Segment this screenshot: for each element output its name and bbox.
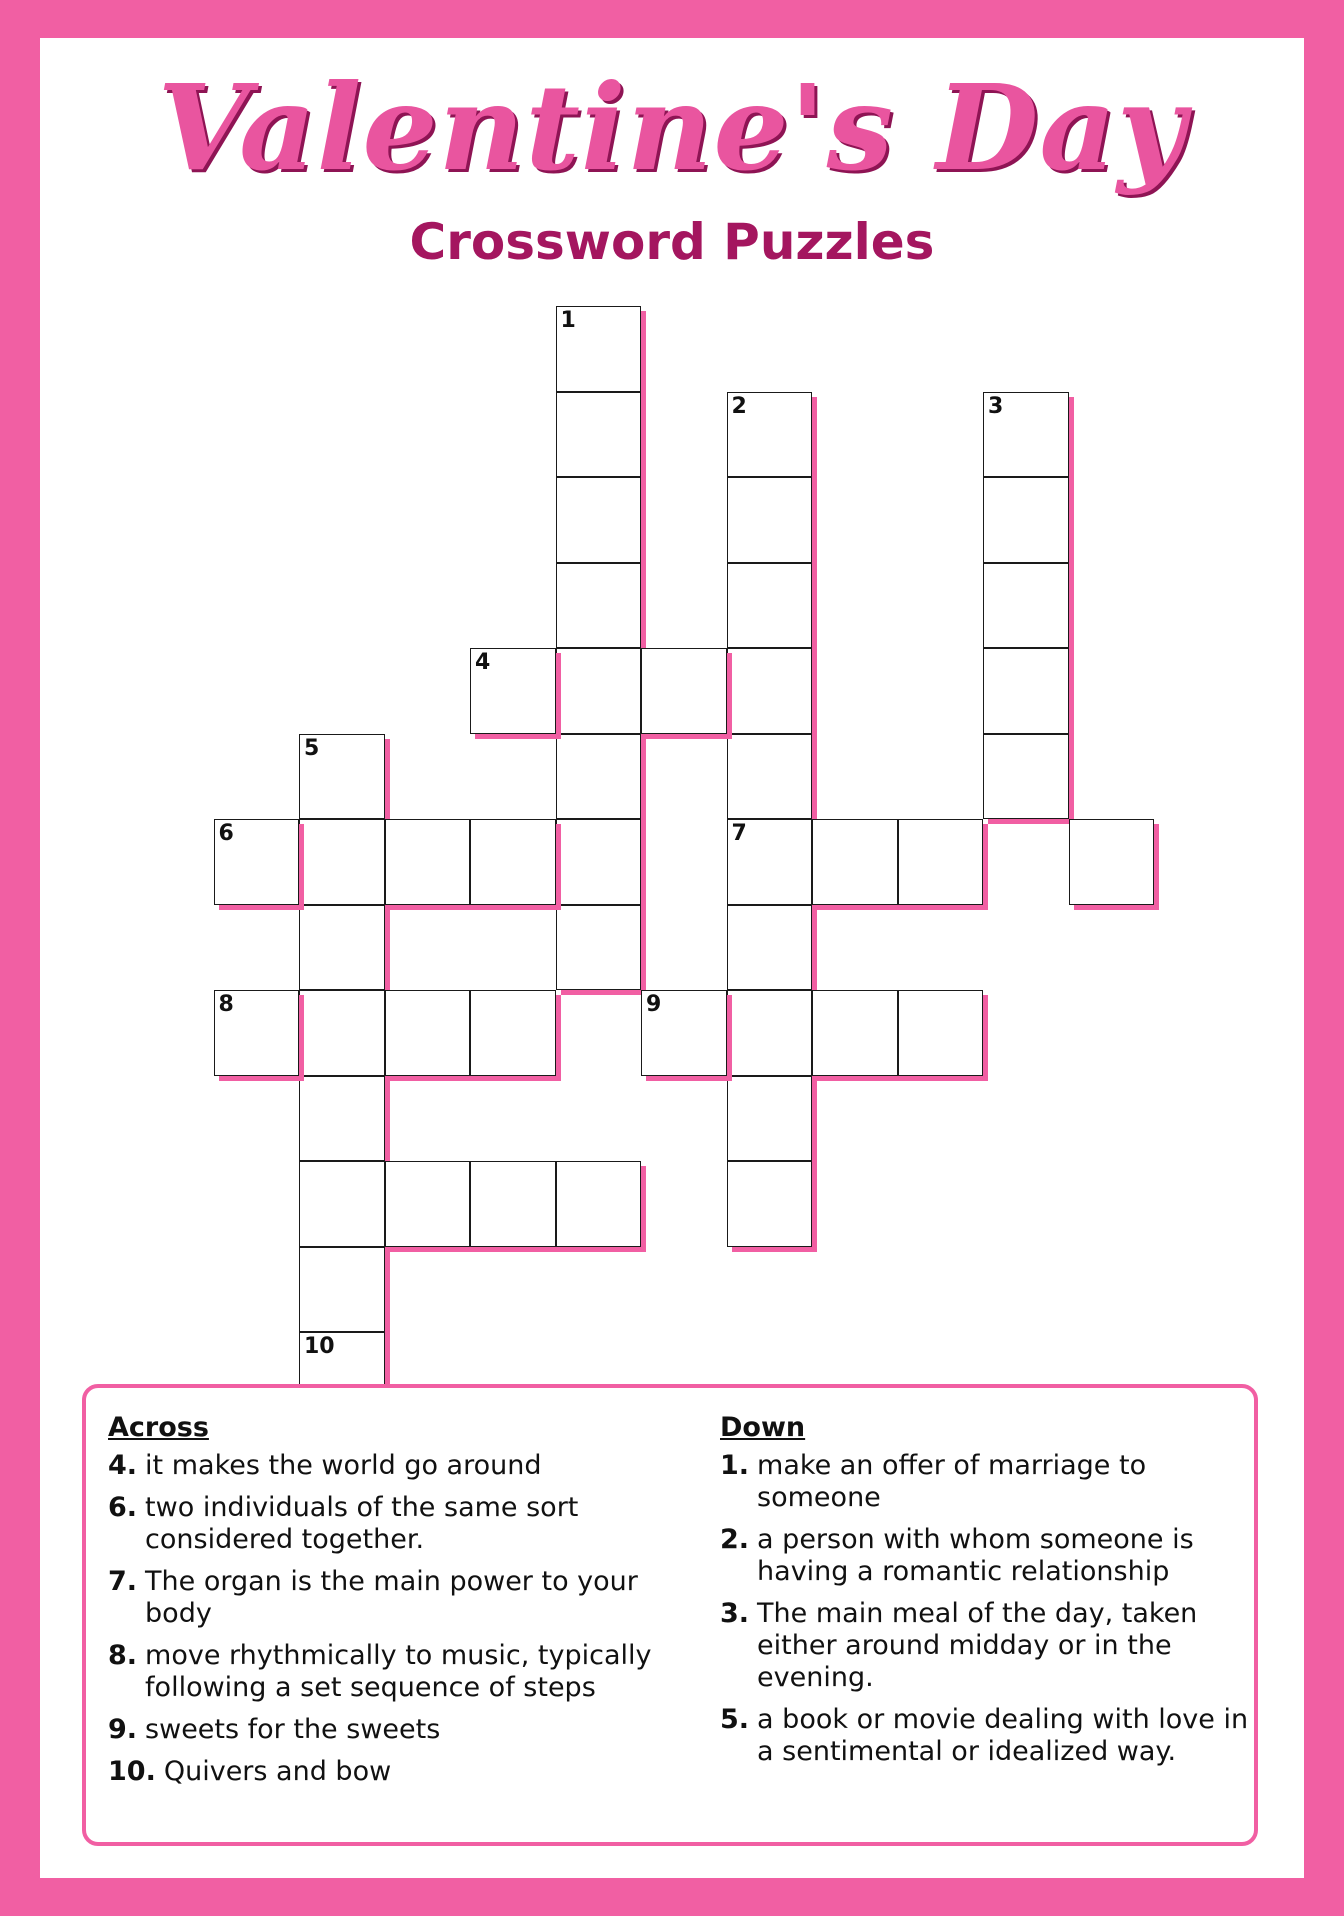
grid-cell[interactable] bbox=[983, 392, 1069, 478]
grid-cell[interactable] bbox=[385, 990, 471, 1076]
grid-cell[interactable] bbox=[299, 990, 385, 1076]
clue-num: 8. bbox=[108, 1640, 138, 1671]
down-clue-list bbox=[720, 1450, 1250, 1768]
grid-cell[interactable] bbox=[385, 819, 471, 905]
grid-cell[interactable] bbox=[727, 990, 813, 1076]
clue-num: 5. bbox=[720, 1704, 750, 1735]
page-title: Valentine's Day bbox=[157, 58, 1187, 197]
clues-panel bbox=[82, 1384, 1258, 1846]
down-heading: Down bbox=[720, 1412, 806, 1443]
grid-cell[interactable] bbox=[556, 563, 642, 649]
clue-text: a person with whom someone is having a romantic relationship bbox=[757, 1524, 1194, 1587]
clue-number: 9 bbox=[646, 992, 662, 1017]
grid-cell[interactable] bbox=[214, 819, 300, 905]
clue-num: 4. bbox=[108, 1450, 138, 1481]
across-clue bbox=[108, 1640, 688, 1704]
across-clue bbox=[108, 1492, 688, 1556]
clue-num: 3. bbox=[720, 1598, 750, 1629]
grid-cell[interactable] bbox=[299, 734, 385, 820]
grid-cell[interactable] bbox=[641, 648, 727, 734]
clue-num: 1. bbox=[720, 1450, 750, 1481]
grid-cell[interactable] bbox=[556, 819, 642, 905]
clue-num: 6. bbox=[108, 1492, 138, 1523]
grid-cell[interactable] bbox=[299, 1161, 385, 1247]
clue-text: The organ is the main power to your body bbox=[145, 1566, 638, 1629]
page-subtitle: Crossword Puzzles bbox=[409, 213, 935, 271]
clue-num: 10. bbox=[108, 1756, 156, 1787]
grid-cell[interactable] bbox=[983, 648, 1069, 734]
grid-cell[interactable] bbox=[898, 990, 984, 1076]
across-clue bbox=[108, 1756, 688, 1788]
across-clue-list bbox=[108, 1450, 688, 1788]
crossword-grid bbox=[40, 38, 1304, 1418]
clue-text: it makes the world go around bbox=[145, 1450, 542, 1481]
grid-cell[interactable] bbox=[812, 990, 898, 1076]
clue-num: 7. bbox=[108, 1566, 138, 1597]
grid-cell[interactable] bbox=[727, 819, 813, 905]
clue-number: 2 bbox=[731, 393, 747, 419]
clue-num: 2. bbox=[720, 1524, 750, 1555]
clue-text: move rhythmically to music, typically following a set sequence of steps bbox=[145, 1640, 652, 1703]
clue-number: 3 bbox=[988, 393, 1004, 419]
grid-cell[interactable] bbox=[470, 1161, 556, 1247]
grid-cell[interactable] bbox=[641, 990, 727, 1076]
across-heading: Across bbox=[108, 1412, 209, 1443]
across-clue bbox=[108, 1714, 688, 1746]
grid-cell[interactable] bbox=[556, 734, 642, 820]
clue-text: sweets for the sweets bbox=[145, 1714, 441, 1745]
clue-number: 5 bbox=[304, 735, 320, 761]
clue-text: make an offer of marriage to someone bbox=[757, 1450, 1147, 1513]
grid-cell[interactable] bbox=[556, 306, 642, 392]
grid-cell[interactable] bbox=[556, 477, 642, 563]
across-clue bbox=[108, 1450, 688, 1482]
clue-text: The main meal of the day, taken either around midday or in the evening. bbox=[757, 1598, 1198, 1693]
clue-text: a book or movie dealing with love in a sentimental or idealized way. bbox=[757, 1704, 1249, 1767]
grid-cell[interactable] bbox=[299, 1247, 385, 1333]
grid-cell[interactable] bbox=[470, 990, 556, 1076]
clue-number: 8 bbox=[218, 992, 234, 1017]
grid-cell[interactable] bbox=[470, 648, 556, 734]
clue-number: 1 bbox=[560, 308, 576, 333]
grid-cell[interactable] bbox=[214, 990, 300, 1076]
grid-cell[interactable] bbox=[727, 905, 813, 991]
grid-cell[interactable] bbox=[385, 1161, 471, 1247]
clue-text: Quivers and bow bbox=[163, 1756, 392, 1787]
grid-cell[interactable] bbox=[727, 1076, 813, 1162]
grid-cell[interactable] bbox=[470, 819, 556, 905]
grid-cell[interactable] bbox=[983, 563, 1069, 649]
clue-number: 7 bbox=[731, 821, 747, 846]
grid-cell[interactable] bbox=[1069, 819, 1155, 905]
grid-cell[interactable] bbox=[556, 648, 642, 734]
down-clue bbox=[720, 1598, 1250, 1694]
grid-cell[interactable] bbox=[299, 819, 385, 905]
grid-cell[interactable] bbox=[898, 819, 984, 905]
down-clue bbox=[720, 1450, 1250, 1514]
clue-text: two individuals of the same sort considered together. bbox=[145, 1492, 579, 1555]
grid-cell[interactable] bbox=[556, 1161, 642, 1247]
grid-cell[interactable] bbox=[556, 905, 642, 991]
grid-cell[interactable] bbox=[299, 905, 385, 991]
across-clues bbox=[108, 1410, 688, 1798]
down-clue bbox=[720, 1524, 1250, 1588]
across-clue bbox=[108, 1566, 688, 1630]
grid-cell[interactable] bbox=[812, 819, 898, 905]
grid-cell[interactable] bbox=[727, 1161, 813, 1247]
grid-cell[interactable] bbox=[727, 734, 813, 820]
grid-cell[interactable] bbox=[299, 1076, 385, 1162]
grid-cell[interactable] bbox=[727, 563, 813, 649]
clue-number: 10 bbox=[304, 1334, 335, 1359]
down-clues bbox=[720, 1410, 1250, 1778]
grid-cell[interactable] bbox=[727, 477, 813, 563]
grid-cell[interactable] bbox=[556, 392, 642, 478]
down-clue bbox=[720, 1704, 1250, 1768]
grid-cell[interactable] bbox=[727, 648, 813, 734]
clue-number: 4 bbox=[475, 650, 491, 675]
grid-cell[interactable] bbox=[983, 734, 1069, 820]
puzzle-sheet bbox=[40, 38, 1304, 1878]
clue-num: 9. bbox=[108, 1714, 138, 1745]
grid-cell[interactable] bbox=[727, 392, 813, 478]
clue-number: 6 bbox=[218, 821, 234, 846]
grid-cell[interactable] bbox=[983, 477, 1069, 563]
